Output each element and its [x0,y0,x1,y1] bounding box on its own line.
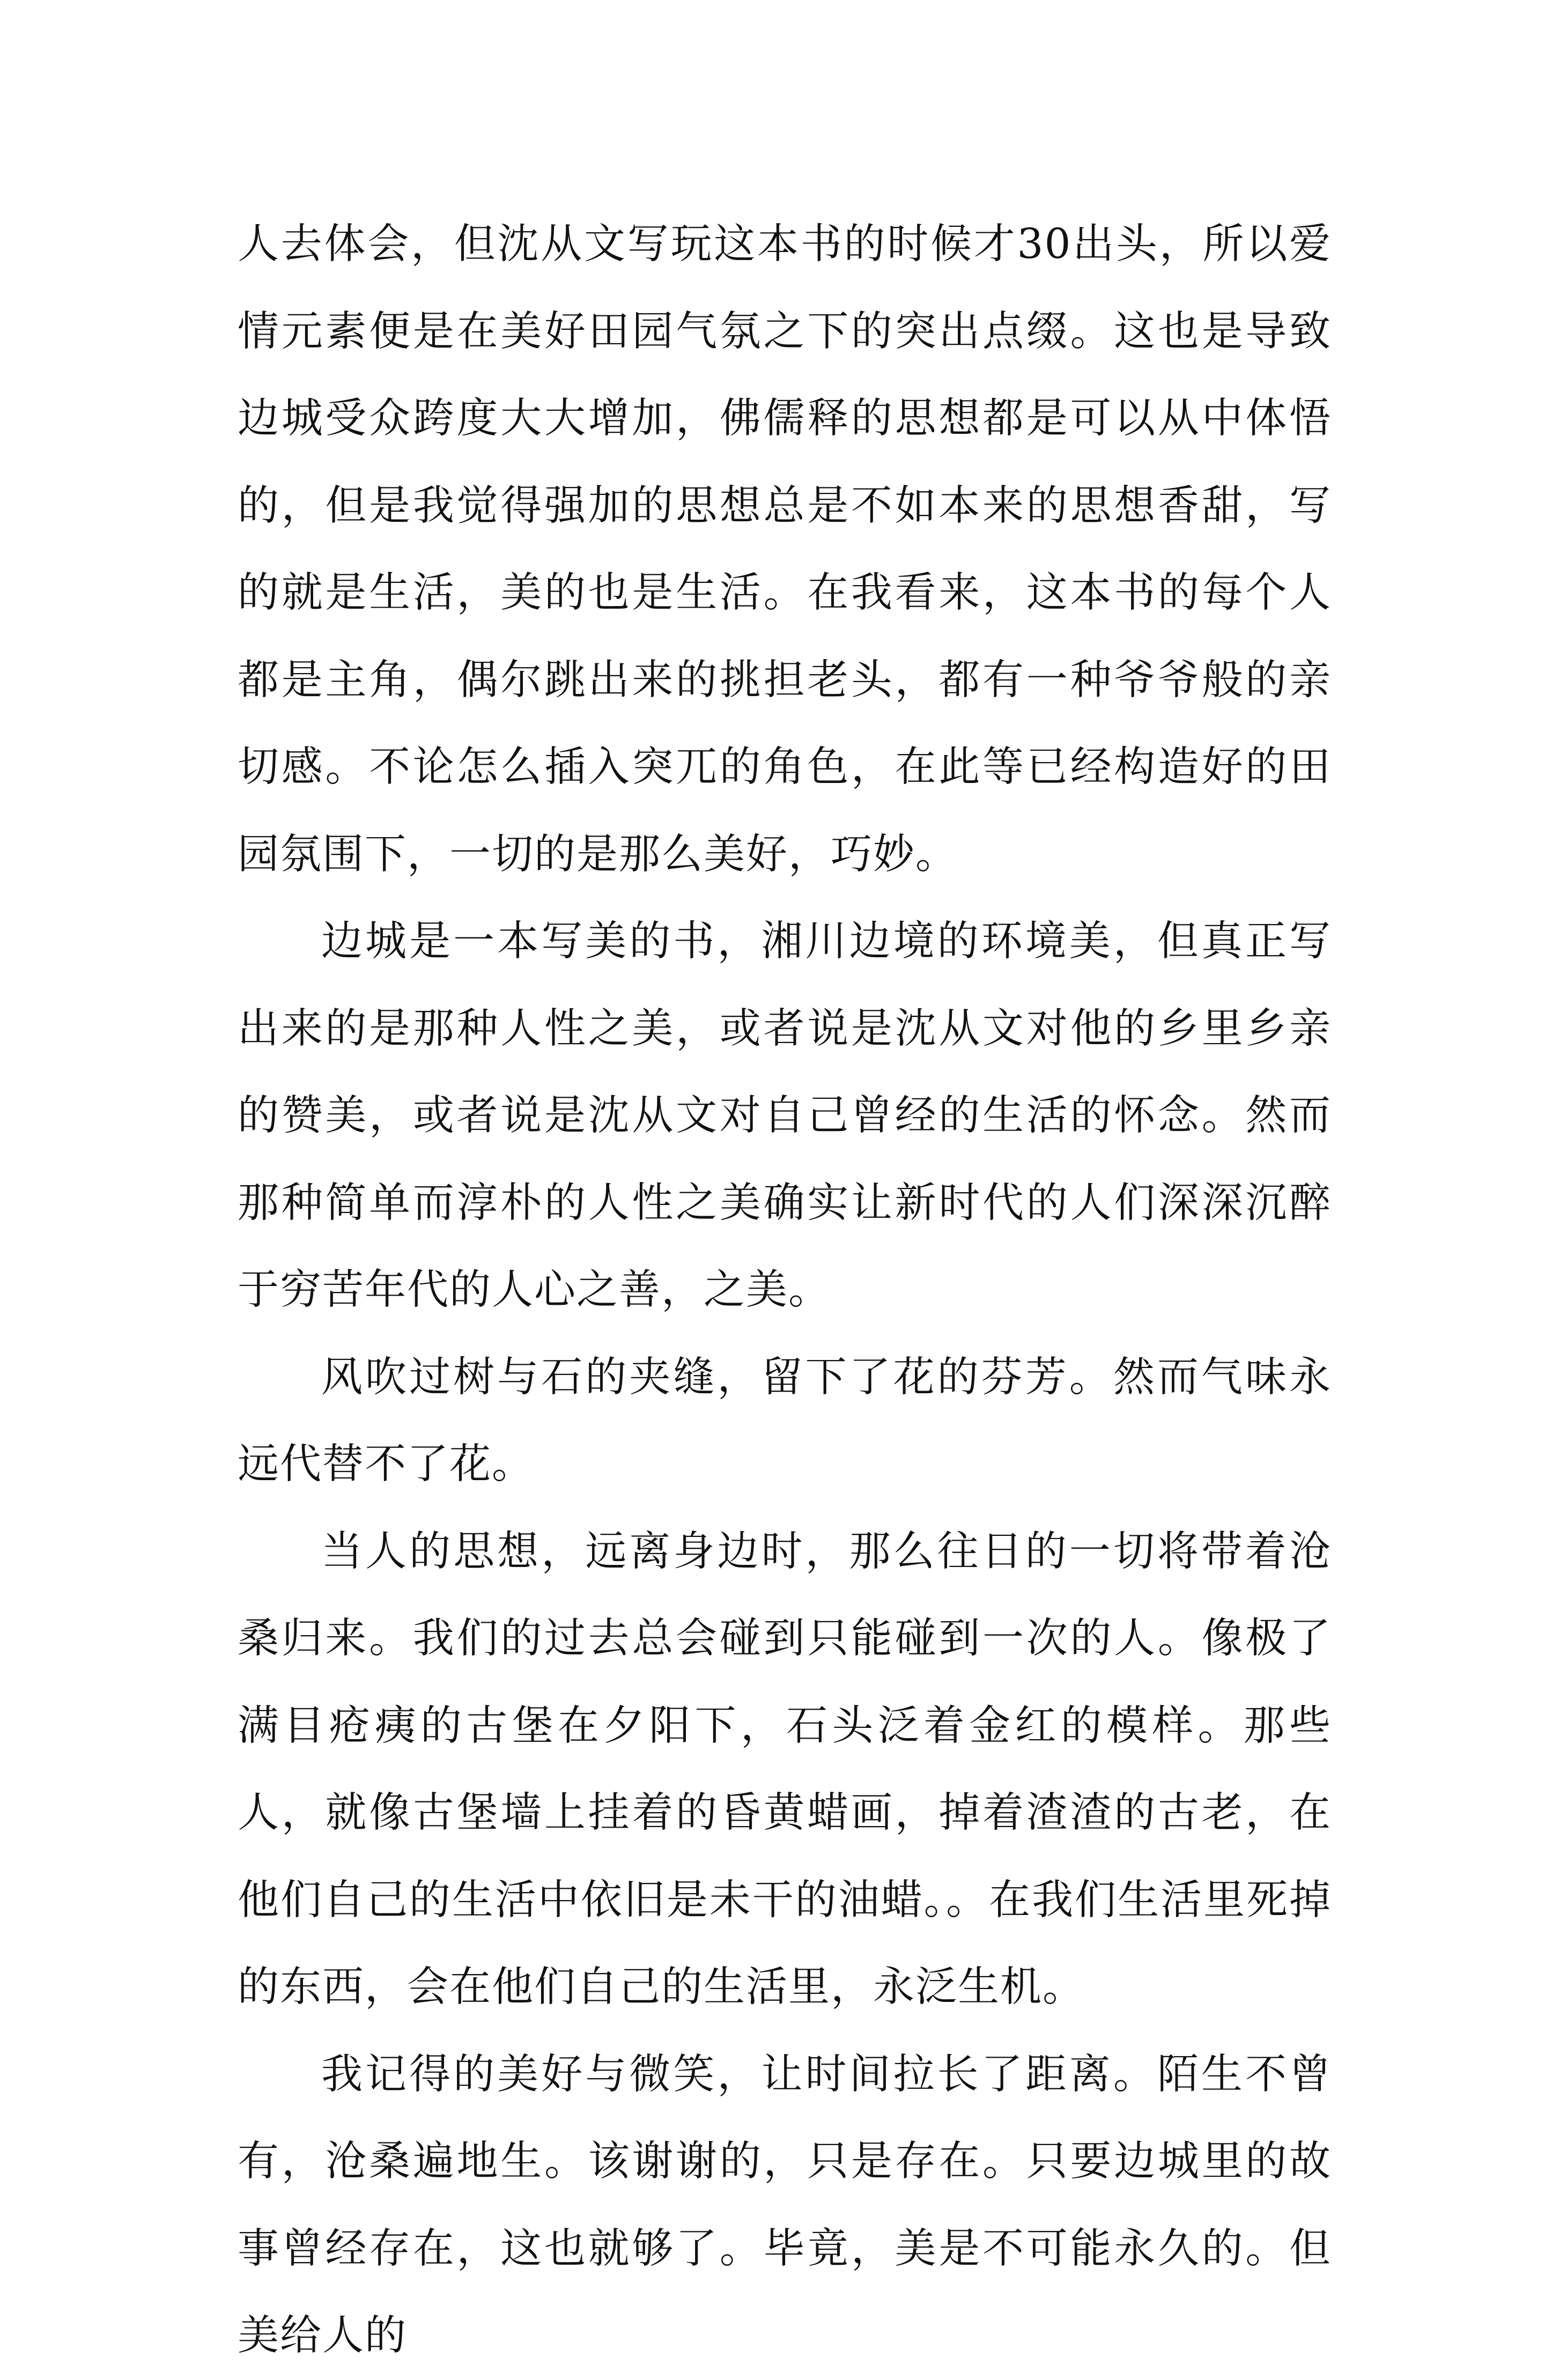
paragraph-5: 我记得的美好与微笑，让时间拉长了距离。陌生不曾有，沧桑遍地生。该谢谢的，只是存在。只要边城里的故事曾经存在，这也就够了。毕竟，美是不可能永久的。但美给人的 [238,2050,1332,2360]
paragraph-4: 当人的思想，远离身边时，那么往日的一切将带着沧桑归来。我们的过去总会碰到只能碰到一次的人。像极了满目疮痍的古堡在夕阳下，石头泛着金红的模样。那些人，就像古堡墙上挂着的昏黄蜡画，掉着渣渣的古老，在他们自己的生活中依旧是未干的油蜡。。在我们生活里死掉的东西，会在他们自己的生活里，永泛生机。 [238,1527,1332,2011]
paragraph-1: 人去体会，但沈从文写玩这本书的时候才30出头，所以爱情元素便是在美好田园气氛之下的突出点缀。这也是导致边城受众跨度大大增加，佛儒释的思想都是可以从中体悟的，但是我觉得强加的思想总是不如本来的思想香甜，写的就是生活，美的也是生活。在我看来，这本书的每个人都是主角，偶尔跳出来的挑担老头，都有一种爷爷般的亲切感。不论怎么插入突兀的角色，在此等已经构造好的田园氛围下，一切的是那么美好，巧妙。 [238,220,1332,878]
paragraph-3: 风吹过树与石的夹缝，留下了花的芬芳。然而气味永远代替不了花。 [238,1353,1332,1488]
document-body [238,201,1332,2380]
paragraph-2: 边城是一本写美的书，湘川边境的环境美，但真正写出来的是那种人性之美，或者说是沈从文对他的乡里乡亲的赞美，或者说是沈从文对自己曾经的生活的怀念。然而那种简单而淳朴的人性之美确实让新时代的人们深深沉醉于穷苦年代的人心之善，之美。 [238,918,1332,1314]
